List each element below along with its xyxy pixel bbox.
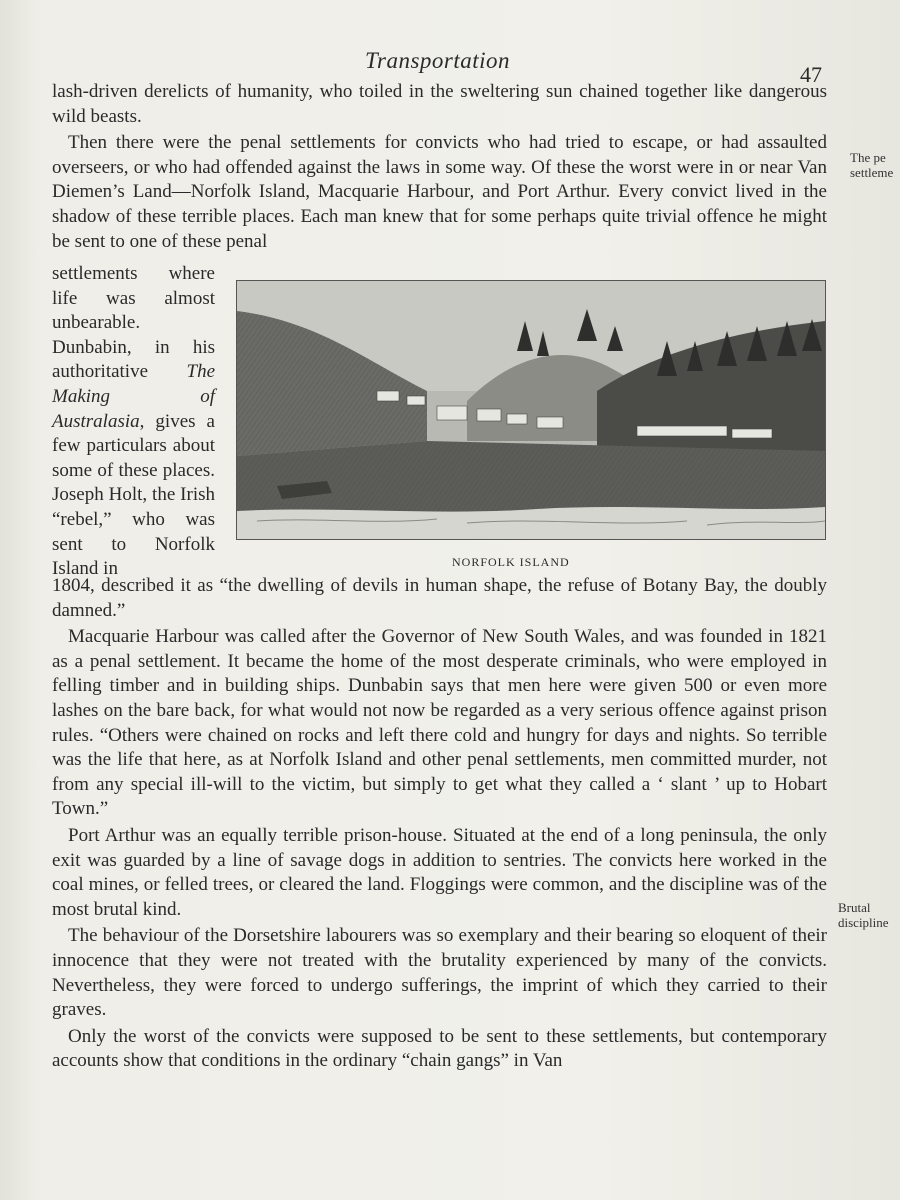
paragraph-2-wrapped — [52, 262, 215, 582]
paragraph-3: Macquarie Harbour was called after the Governor of New South Wales, and was founded in 1821 as a penal settlement. It became the home of the most desperate criminals, who were employed in felling timber and in building ships. Dunbabin says that men here were given 500 or even more lashes on the bare back, for what would not now be regarded as a very serious offence against prison rules. “Others were chained on rocks and left there cold and hungry for days and nights. So terrible was the life that here, as at Norfolk Island and other penal settlements, men committed murder, not from any special ill-will to the victim, but simply to get what they called a ‘ slant ’ up to Hobart Town.” — [52, 626, 827, 820]
paragraph-6: Only the worst of the convicts were supposed to be sent to these settlements, but contemporary accounts show that conditions in the ordinary “chain gangs” in Van — [52, 1025, 827, 1072]
running-header-title: Transportation — [365, 48, 511, 73]
margin-note-line: Brutal — [838, 900, 871, 915]
paragraph-5: The behaviour of the Dorsetshire labourers was so exemplary and their bearing so eloquent of their innocence that they were not treated with the brutality experienced by many of the convicts. Nevertheless, they were forced to undergo sufferings, the imprint of which they carried to their graves. — [52, 925, 827, 1021]
margin-note-line: settleme — [850, 165, 894, 180]
paragraph-2-end: 1804, described it as “the dwelling of devils in human shape, the refuse of Botany Bay, the doubly damned.” — [52, 575, 827, 621]
margin-note-brutal-discipline — [838, 900, 889, 930]
paragraph-1: lash-driven derelicts of humanity, who toiled in the sweltering sun chained together like dangerous wild beasts. — [52, 81, 827, 127]
margin-note-penal-settlements — [850, 150, 893, 180]
norfolk-island-engraving — [236, 280, 826, 540]
figure-caption: NORFOLK ISLAND — [452, 555, 570, 569]
paragraph-top — [52, 80, 827, 254]
margin-note-line: The pe — [850, 150, 886, 165]
paragraph-2-wrap-part2: , gives a few particulars about some of these places. Joseph Holt, the Irish “rebel,” who was sent to Norfolk Island in — [52, 410, 215, 580]
paragraph-4: Port Arthur was an equally terrible prison-house. Situated at the end of a long peninsula, the only exit was guarded by a line of savage dogs in addition to sentries. The convicts here worked in the coal mines, or felled trees, or cleared the land. Floggings were common, and the discipline was of the most brutal kind. — [52, 824, 827, 920]
paragraph-2-wrap-part1: settlements where life was almost unbearable. Dunbabin, in his authoritative — [52, 263, 215, 383]
book-title: The Making of Australasia — [52, 361, 215, 432]
page-number: 47 — [800, 62, 822, 87]
margin-note-line: discipline — [838, 915, 889, 930]
paragraph-2-top: Then there were the penal settlements for convicts who had tried to escape, or had assaulted overseers, or who had offended against the laws in some way. Of these the worst were in or near Van Diemen’s Land—Norfolk Island, Macquarie Harbour, and Port Arthur. Every convict lived in the shadow of these terrible places. Each man knew that for some perhaps quite trivial offence he might be sent to one of these penal — [52, 132, 827, 252]
paragraph-bottom — [52, 574, 827, 1074]
